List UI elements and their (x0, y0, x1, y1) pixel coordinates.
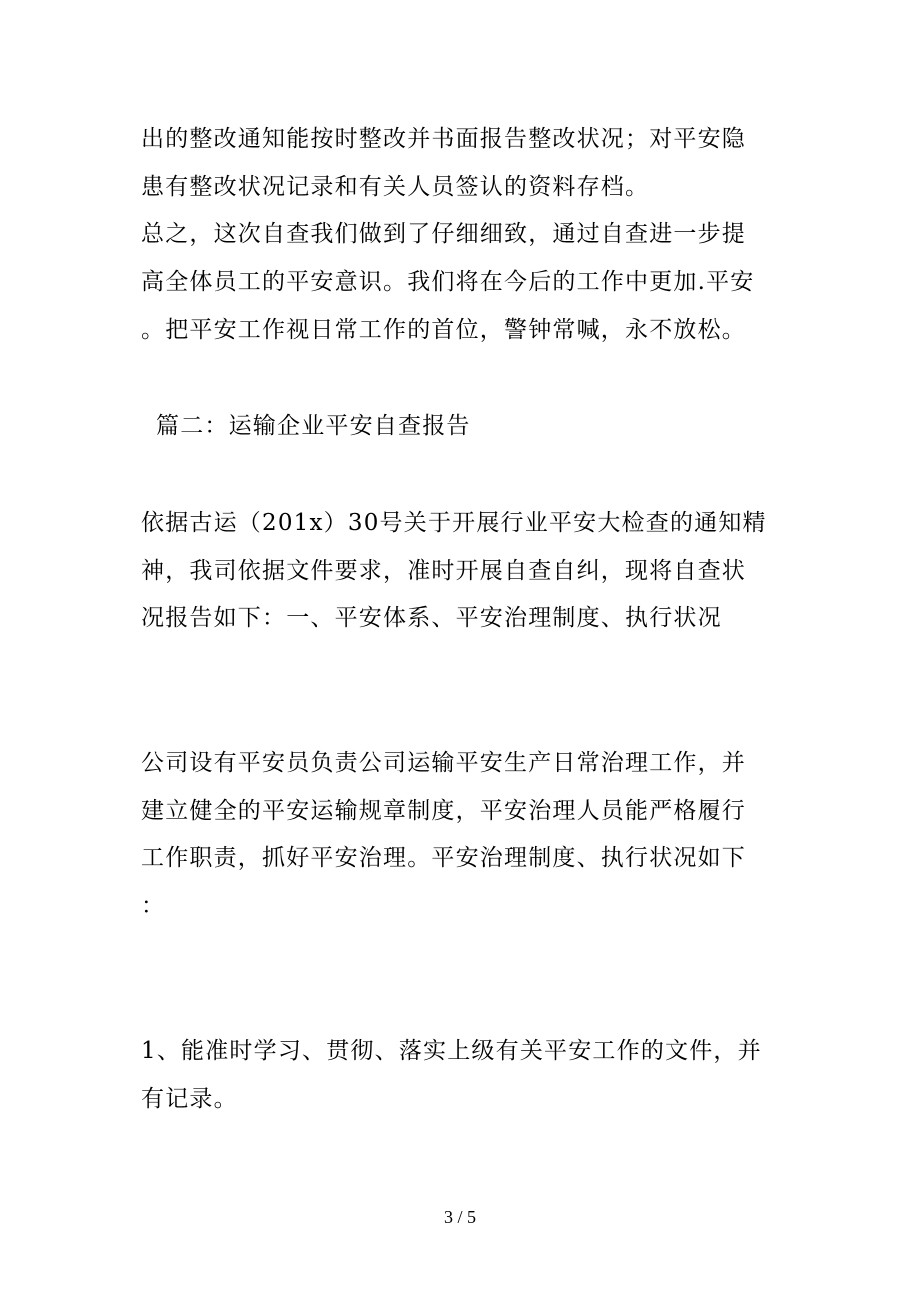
text-line: 公司设有平安员负责公司运输平安生产日常治理工作，并 (141, 750, 746, 776)
text-line: ： (141, 893, 166, 919)
text-line: 患有整改状况记录和有关人员签认的资料存档。 (141, 174, 650, 200)
text-line: 总之，这次自查我们做到了仔细细致，通过自查进一步提 (141, 221, 746, 247)
text-line: 神，我司依据文件要求，准时开展自查自纠，现将自查状 (141, 558, 746, 584)
section-title: 篇二：运输企业平安自查报告 (156, 413, 471, 439)
text-line: 况报告如下：一、平安体系、平安治理制度、执行状况 (141, 605, 722, 631)
text-line: 高全体员工的平安意识。我们将在今后的工作中更加.平安 (141, 269, 755, 295)
text-line: 有记录。 (141, 1086, 238, 1112)
text-line: 。把平安工作视日常工作的首位，警钟常喊，永不放松。 (141, 317, 746, 343)
text-line: 工作职责，抓好平安治理。平安治理制度、执行状况如下 (141, 845, 746, 871)
text-line: 1、能准时学习、贯彻、落实上级有关平安工作的文件，并 (141, 1038, 762, 1064)
text-line: 出的整改通知能按时整改并书面报告整改状况；对平安隐 (141, 126, 746, 152)
text-line: 依据古运（201x）30号关于开展行业平安大检查的通知精 (141, 510, 767, 536)
text-line: 建立健全的平安运输规章制度，平安治理人员能严格履行 (141, 798, 746, 824)
page-number: 3 / 5 (443, 1207, 476, 1227)
